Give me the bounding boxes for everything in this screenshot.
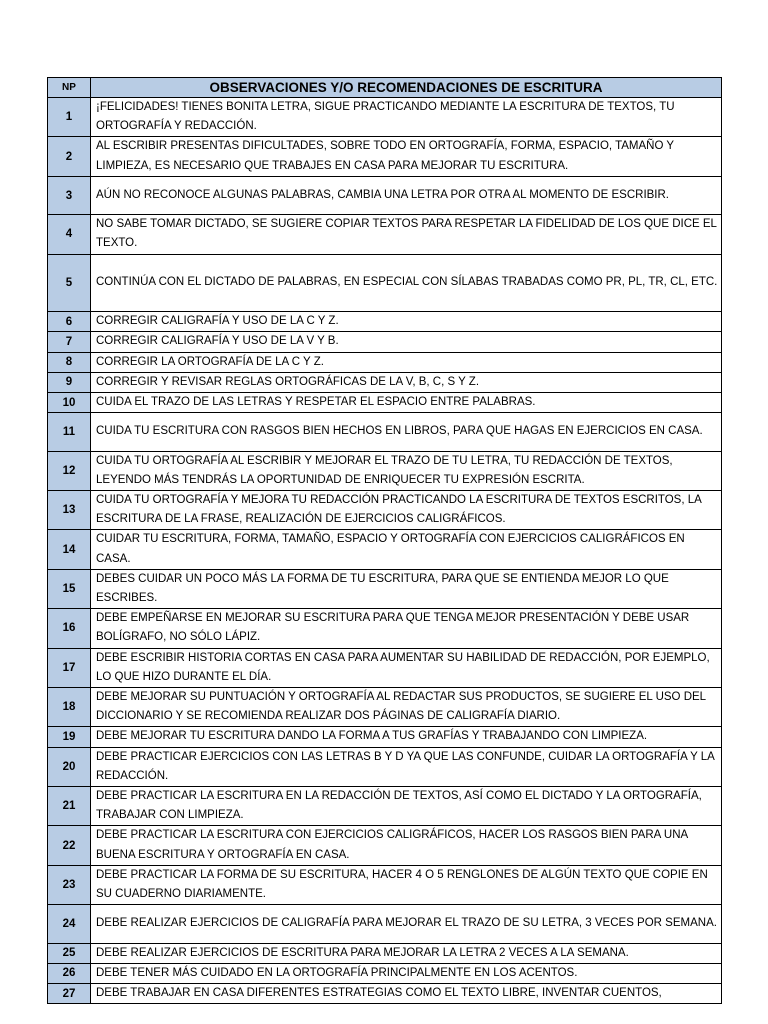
row-number: 9: [48, 372, 91, 392]
row-observation: DEBE PRACTICAR EJERCICIOS CON LAS LETRAS B Y D YA QUE LAS CONFUNDE, CUIDAR LA ORTOGRAFÍA Y LA REDACCIÓN.: [91, 747, 722, 786]
row-observation: DEBE MEJORAR TU ESCRITURA DANDO LA FORMA A TUS GRAFÍAS Y TRABAJANDO CON LIMPIEZA.: [91, 727, 722, 747]
row-observation: CORREGIR CALIGRAFÍA Y USO DE LA V Y B.: [91, 332, 722, 352]
row-observation: CUIDA TU ESCRITURA CON RASGOS BIEN HECHOS EN LIBROS, PARA QUE HAGAS EN EJERCICIOS EN CASA.: [91, 413, 722, 451]
row-number: 24: [48, 905, 91, 943]
row-observation: AÚN NO RECONOCE ALGUNAS PALABRAS, CAMBIA UNA LETRA POR OTRA AL MOMENTO DE ESCRIBIR.: [91, 176, 722, 214]
table-row: [48, 727, 722, 747]
row-observation: DEBE PRACTICAR LA FORMA DE SU ESCRITURA, HACER 4 O 5 RENGLONES DE ALGÚN TEXTO QUE COPIE EN SU CUADERNO DIARIAMENTE.: [91, 865, 722, 904]
row-observation: DEBE REALIZAR EJERCICIOS DE ESCRITURA PARA MEJORAR LA LETRA 2 VECES A LA SEMANA.: [91, 943, 722, 963]
row-observation: CUIDA EL TRAZO DE LAS LETRAS Y RESPETAR EL ESPACIO ENTRE PALABRAS.: [91, 393, 722, 413]
table-row: [48, 747, 722, 786]
row-observation: DEBE TRABAJAR EN CASA DIFERENTES ESTRATEGIAS COMO EL TEXTO LIBRE, INVENTAR CUENTOS,: [91, 984, 722, 1004]
table-row: [48, 905, 722, 943]
table-row: [48, 648, 722, 687]
table-row: [48, 787, 722, 826]
table-row: [48, 530, 722, 569]
row-observation: CORREGIR CALIGRAFÍA Y USO DE LA C Y Z.: [91, 312, 722, 332]
row-number: 13: [48, 491, 91, 530]
row-number: 19: [48, 727, 91, 747]
row-number: 2: [48, 137, 91, 176]
observations-table: [47, 77, 722, 1004]
row-number: 5: [48, 254, 91, 312]
row-number: 15: [48, 569, 91, 608]
row-observation: AL ESCRIBIR PRESENTAS DIFICULTADES, SOBRE TODO EN ORTOGRAFÍA, FORMA, ESPACIO, TAMAÑO Y LIMPIEZA, ES NECESARIO QUE TRABAJES EN CASA PARA MEJORAR TU ESCRITURA.: [91, 137, 722, 176]
table-row: [48, 413, 722, 451]
header-observations: OBSERVACIONES Y/O RECOMENDACIONES DE ESCRITURA: [91, 78, 722, 98]
row-number: 14: [48, 530, 91, 569]
row-number: 27: [48, 984, 91, 1004]
table-row: [48, 312, 722, 332]
row-observation: DEBE REALIZAR EJERCICIOS DE CALIGRAFÍA PARA MEJORAR EL TRAZO DE SU LETRA, 3 VECES POR SEMANA.: [91, 905, 722, 943]
header-np: NP: [48, 78, 91, 98]
row-number: 8: [48, 352, 91, 372]
table-row: [48, 254, 722, 312]
table-row: [48, 943, 722, 963]
row-number: 11: [48, 413, 91, 451]
row-observation: DEBES CUIDAR UN POCO MÁS LA FORMA DE TU ESCRITURA, PARA QUE SE ENTIENDA MEJOR LO QUE ESCRIBES.: [91, 569, 722, 608]
row-observation: CORREGIR LA ORTOGRAFÍA DE LA C Y Z.: [91, 352, 722, 372]
table-row: [48, 451, 722, 490]
row-observation: CUIDAR TU ESCRITURA, FORMA, TAMAÑO, ESPACIO Y ORTOGRAFÍA CON EJERCICIOS CALIGRÁFICOS EN CASA.: [91, 530, 722, 569]
table-row: [48, 176, 722, 214]
row-number: 4: [48, 215, 91, 254]
table-row: [48, 569, 722, 608]
row-observation: CUIDA TU ORTOGRAFÍA Y MEJORA TU REDACCIÓN PRACTICANDO LA ESCRITURA DE TEXTOS ESCRITOS, LA ESCRITURA DE LA FRASE, REALIZACIÓN DE EJERCICIOS CALIGRÁFICOS.: [91, 491, 722, 530]
row-number: 7: [48, 332, 91, 352]
row-number: 18: [48, 688, 91, 727]
row-number: 22: [48, 826, 91, 865]
row-observation: DEBE ESCRIBIR HISTORIA CORTAS EN CASA PARA AUMENTAR SU HABILIDAD DE REDACCIÓN, POR EJEMPLO, LO QUE HIZO DURANTE EL DÍA.: [91, 648, 722, 687]
row-number: 12: [48, 451, 91, 490]
table-row: [48, 332, 722, 352]
table-row: [48, 826, 722, 865]
table-body: [48, 98, 722, 1004]
row-number: 23: [48, 865, 91, 904]
row-number: 21: [48, 787, 91, 826]
row-observation: DEBE TENER MÁS CUIDADO EN LA ORTOGRAFÍA PRINCIPALMENTE EN LOS ACENTOS.: [91, 963, 722, 983]
row-observation: DEBE PRACTICAR LA ESCRITURA CON EJERCICIOS CALIGRÁFICOS, HACER LOS RASGOS BIEN PARA UNA BUENA ESCRITURA Y ORTOGRAFÍA EN CASA.: [91, 826, 722, 865]
row-observation: DEBE MEJORAR SU PUNTUACIÓN Y ORTOGRAFÍA AL REDACTAR SUS PRODUCTOS, SE SUGIERE EL USO DEL DICCIONARIO Y SE RECOMIENDA REALIZAR DOS PÁGINAS DE CALIGRAFÍA DIARIO.: [91, 688, 722, 727]
table-row: [48, 137, 722, 176]
row-number: 3: [48, 176, 91, 214]
table-row: [48, 984, 722, 1004]
row-observation: CONTINÚA CON EL DICTADO DE PALABRAS, EN ESPECIAL CON SÍLABAS TRABADAS COMO PR, PL, TR, CL, ETC.: [91, 254, 722, 312]
row-number: 10: [48, 393, 91, 413]
table-header-row: [48, 78, 722, 98]
table-row: [48, 688, 722, 727]
row-number: 25: [48, 943, 91, 963]
table-row: [48, 215, 722, 254]
row-number: 16: [48, 609, 91, 648]
row-number: 26: [48, 963, 91, 983]
row-number: 1: [48, 98, 91, 137]
row-observation: ¡FELICIDADES! TIENES BONITA LETRA, SIGUE PRACTICANDO MEDIANTE LA ESCRITURA DE TEXTOS, TU ORTOGRAFÍA Y REDACCIÓN.: [91, 98, 722, 137]
table-row: [48, 98, 722, 137]
row-observation: CUIDA TU ORTOGRAFÍA AL ESCRIBIR Y MEJORAR EL TRAZO DE TU LETRA, TU REDACCIÓN DE TEXTOS, LEYENDO MÁS TENDRÁS LA OPORTUNIDAD DE ENRIQUECER TU EXPRESIÓN ESCRITA.: [91, 451, 722, 490]
row-number: 20: [48, 747, 91, 786]
row-observation: CORREGIR Y REVISAR REGLAS ORTOGRÁFICAS DE LA V, B, C, S Y Z.: [91, 372, 722, 392]
row-observation: DEBE PRACTICAR LA ESCRITURA EN LA REDACCIÓN DE TEXTOS, ASÍ COMO EL DICTADO Y LA ORTOGRAFÍA, TRABAJAR CON LIMPIEZA.: [91, 787, 722, 826]
row-observation: DEBE EMPEÑARSE EN MEJORAR SU ESCRITURA PARA QUE TENGA MEJOR PRESENTACIÓN Y DEBE USAR BOLÍGRAFO, NO SÓLO LÁPIZ.: [91, 609, 722, 648]
row-number: 17: [48, 648, 91, 687]
table-row: [48, 372, 722, 392]
row-number: 6: [48, 312, 91, 332]
table-row: [48, 963, 722, 983]
table-row: [48, 352, 722, 372]
table-row: [48, 865, 722, 904]
table-row: [48, 491, 722, 530]
table-row: [48, 393, 722, 413]
row-observation: NO SABE TOMAR DICTADO, SE SUGIERE COPIAR TEXTOS PARA RESPETAR LA FIDELIDAD DE LOS QUE DICE EL TEXTO.: [91, 215, 722, 254]
table-row: [48, 609, 722, 648]
